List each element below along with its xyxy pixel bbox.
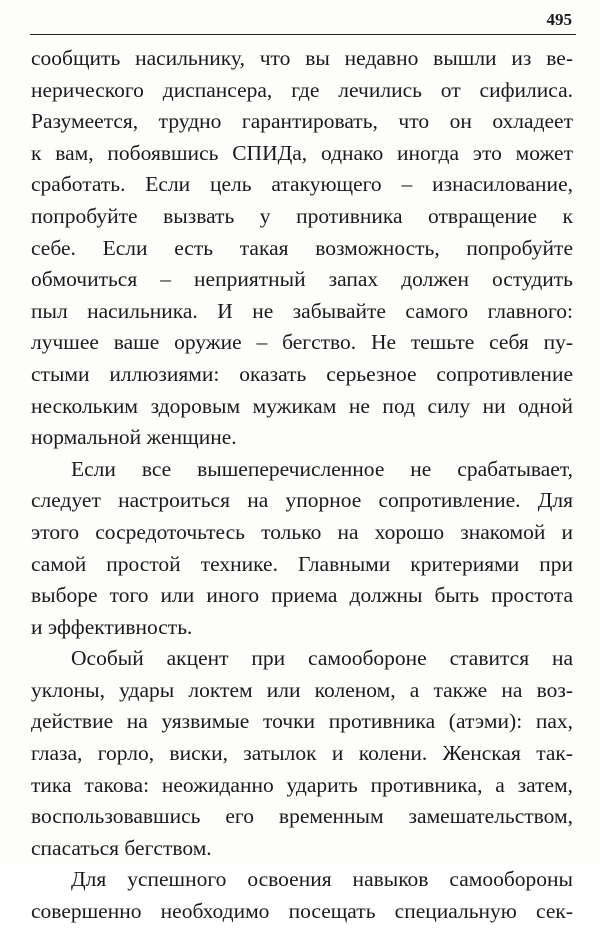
- text-line: глаза, горло, виски, затылок и колени. Женская так-: [31, 741, 573, 766]
- text-line: выборе того или иного приема должны быть простота: [31, 583, 573, 608]
- text-line: сработать. Если цель атакующего – изнасилование,: [31, 172, 573, 197]
- header-rule: [30, 34, 576, 35]
- text-line: Если все вышеперечисленное не срабатывает,: [71, 456, 573, 481]
- text-line: Для успешного освоения навыков самообороны: [71, 867, 573, 892]
- text-line: обмочиться – неприятный запах должен остудить: [31, 267, 573, 292]
- text-line: воспользовавшись его временным замешательством,: [31, 804, 573, 829]
- text-line: спасаться бегством.: [31, 835, 212, 860]
- text-line: самой простой технике. Главными критериями при: [31, 551, 573, 576]
- text-line: пыл насильника. И не забывайте самого главного:: [31, 298, 573, 323]
- page-number: 495: [546, 10, 572, 29]
- text-line: этого сосредоточьтесь только на хорошо знакомой и: [31, 519, 573, 544]
- text-line: уклоны, удары локтем или коленом, а также на воз-: [31, 677, 573, 702]
- text-line: действие на уязвимые точки противника (атэми): пах,: [31, 709, 573, 734]
- text-line: нормальной женщине.: [31, 425, 237, 450]
- text-line: попробуйте вызвать у противника отвращение к: [31, 203, 573, 228]
- text-line: сообщить насильнику, что вы недавно вышли из ве-: [31, 46, 573, 70]
- text-line: тика такова: неожиданно ударить противника, а затем,: [31, 772, 573, 797]
- text-line: нерического диспансера, где лечились от сифилиса.: [31, 77, 573, 102]
- text-line: себе. Если есть такая возможность, попробуйте: [31, 235, 573, 260]
- text-line: стыми иллюзиями: оказать серьезное сопротивление: [31, 361, 573, 386]
- text-line: и эффективность.: [31, 614, 193, 639]
- text-line: нескольким здоровым мужикам не под силу ни одной: [31, 393, 573, 418]
- text-line: следует настроиться на упорное сопротивление. Для: [31, 488, 573, 513]
- text-line: совершенно необходимо посещать специальную сек-: [31, 899, 573, 924]
- text-line: лучшее ваше оружие – бегство. Не тешьте себя пу-: [31, 330, 573, 355]
- text-line: Разумеется, трудно гарантировать, что он охладеет: [31, 109, 573, 134]
- text-line: Особый акцент при самообороне ставится на: [71, 646, 573, 671]
- text-line: к вам, побоявшись СПИДа, однако иногда это может: [31, 140, 573, 165]
- body-text: [31, 43, 573, 928]
